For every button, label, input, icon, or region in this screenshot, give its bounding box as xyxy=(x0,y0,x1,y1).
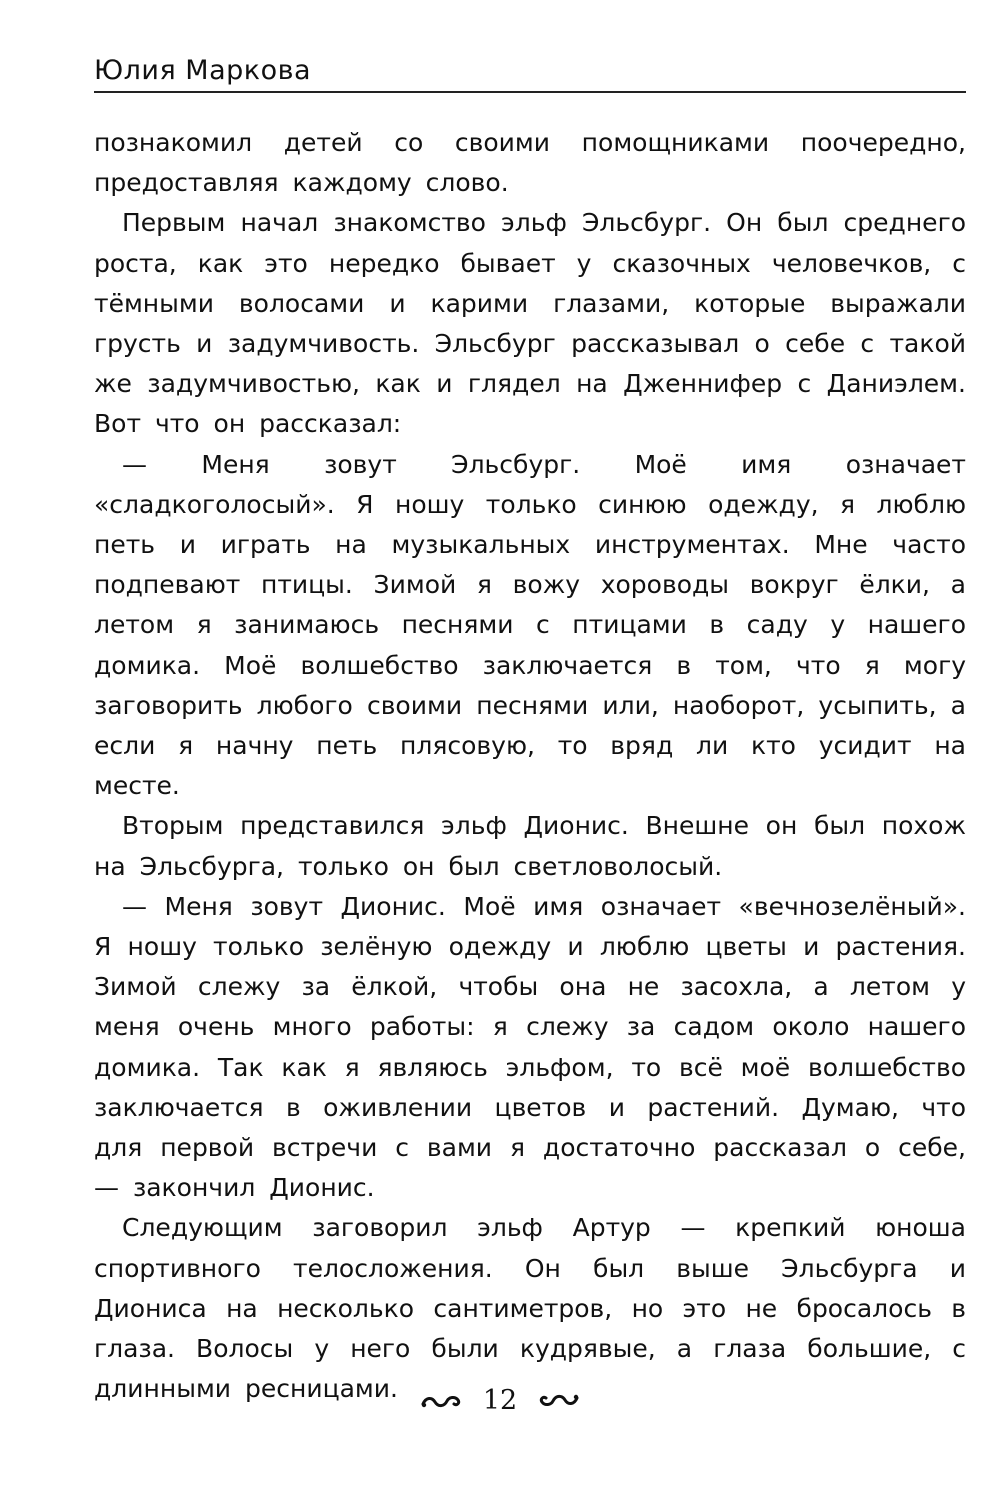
paragraph-3: — Меня зовут Эльсбург. Моё имя означает «сладкоголосый». Я ношу только синюю одежду, я люблю петь и играть на музыкальных инструментах. Мне часто подпевают птицы. Зимой я вожу хороводы вокруг ёлки, а летом я занимаюсь песнями с птицами в саду у нашего домика. Моё волшебство заключается в том, что я могу заговорить любого своими песнями или, наоборот, усыпить, а если я начну петь плясовую, то вряд ли кто усидит на месте. xyxy=(94,449,966,801)
body-text xyxy=(94,123,966,1410)
paragraph-2: Первым начал знакомство эльф Эльсбург. Он был среднего роста, как это нередко бывает у сказочных человечков, с тёмными волосами и карими глазами, которые выражали грусть и задумчивость. Эльсбург рассказывал о себе с такой же задумчивостью, как и глядел на Дженнифер с Даниэлем. Вот что он рассказал: xyxy=(94,208,966,439)
paragraph-6: Следующим заговорил эльф Артур — крепкий юноша спортивного телосложения. Он был выше Эльсбурга и Диониса на несколько сантиметров, но это не бросалось в глаза. Волосы у него были кудрявые, а глаза большие, с длинными ресницами. xyxy=(94,1213,966,1404)
swash-ornament-right-icon xyxy=(536,1391,580,1411)
paragraph-4: Вторым представился эльф Дионис. Внешне он был похож на Эльсбурга, только он был светловолосый. xyxy=(94,811,966,881)
swash-ornament-left-icon xyxy=(420,1391,464,1411)
running-header-author: Юлия Маркова xyxy=(94,55,312,86)
paragraph-1: познакомил детей со своими помощниками поочередно, предоставляя каждому слово. xyxy=(94,128,966,198)
page-number: 12 xyxy=(482,1384,518,1416)
paragraph-5: — Меня зовут Дионис. Моё имя означает «вечнозелёный». Я ношу только зелёную одежду и люблю цветы и растения. Зимой слежу за ёлкой, чтобы она не засохла, а летом у меня очень много работы: я слежу за садом около нашего домика. Так как я являюсь эльфом, то всё моё волшебство заключается в оживлении цветов и растений. Думаю, что для первой встречи с вами я достаточно рассказал о себе, — закончил Дионис. xyxy=(94,891,966,1203)
page-footer xyxy=(0,1380,1000,1421)
header-rule xyxy=(94,91,966,93)
